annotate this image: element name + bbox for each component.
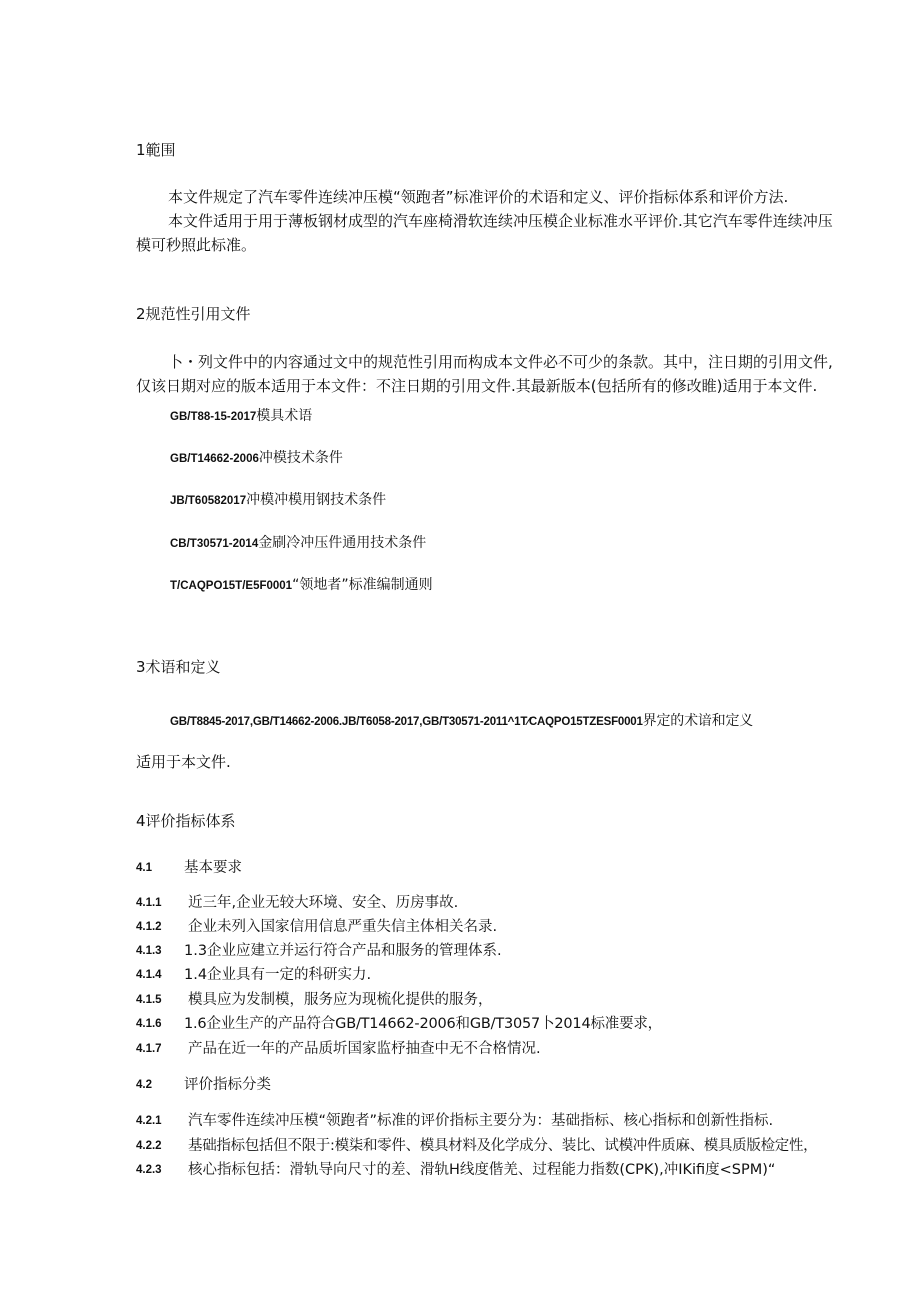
clause-text: 核心指标包括：滑轨导向尺寸的差、滑轨H线度偕羌、过程能力指数(CPK),冲IKifi度<SPM)“ (188, 1162, 776, 1178)
clause-number: 4.1.5 (136, 994, 162, 1006)
reference-code: GB/T14662-2006 (170, 453, 259, 465)
clause-text: 1.6企业生产的产品符合GB/T14662-2006和GB/T3057卜2014标准要求， (184, 1016, 662, 1032)
clause-number: 4.1.3 (136, 945, 162, 957)
reference-code: CB/T30571-2014 (170, 538, 259, 550)
section-4-heading: 4评价指标体系 (136, 812, 236, 830)
reference-title: 金刷冷冲压件通用技术条件 (258, 535, 427, 551)
reference-code: GB/T88-15-2017 (170, 411, 257, 423)
clause-text: 模具应为发制模，服务应为现梳化提供的服务， (188, 992, 493, 1008)
clause-text: 近三年,企业无较大环境、安全、历房事故. (188, 895, 459, 911)
subsection-number: 4.1 (136, 862, 152, 874)
clause-number: 4.1.1 (136, 897, 162, 909)
section-1-paragraph-2-line-2: 模可秒照此标准。 (136, 236, 257, 254)
section-3-paragraph-line-1 (170, 711, 753, 732)
clause-number: 4.2.2 (136, 1140, 162, 1152)
reference-item (170, 575, 433, 596)
terms-reference-text: 界定的术谙和定义 (642, 713, 754, 729)
clause-text: 1.4企业具有一定的科研实力. (184, 967, 372, 983)
section-2-paragraph-line-1: 卜・列文件中的内容通过文中的规范性引用而构成本文件必不可少的条款。其中，注日期的引用文件, (168, 353, 833, 371)
section-2-paragraph-line-2: 仅该日期对应的版本适用于本文件：不注日期的引用文件.其最新版本(包括所有的修改睢)适用于本文件. (136, 377, 818, 395)
clause-number: 4.2.1 (136, 1115, 162, 1127)
clause-number: 4.1.2 (136, 921, 162, 933)
clause-number: 4.2.3 (136, 1164, 162, 1176)
clause-text: 1.3企业应建立并运行符合产品和服务的管理体系. (184, 943, 502, 959)
subsection-number: 4.2 (136, 1079, 152, 1091)
clause-text: 企业未列入国家信用信息严重失信主体相关名录. (188, 919, 498, 935)
subsection-title: 评价指标分类 (184, 1077, 271, 1093)
section-1-paragraph-1: 本文件规定了汽车零件连续冲压模“领跑者”标准评价的术语和定义、评价指标体系和评价方法. (168, 188, 789, 206)
clause-number: 4.1.6 (136, 1018, 162, 1030)
reference-item (170, 490, 386, 511)
reference-code: T/CAQPO15T/E5F0001 (170, 580, 293, 592)
section-3-heading: 3术语和定义 (136, 658, 221, 676)
section-1-paragraph-2-line-1: 本文件适用于用于薄板钢材成型的汽车座椅滑软连续冲压模企业标准水平评价.其它汽车零件连续冲压 (168, 212, 833, 230)
section-3-paragraph-line-2: 适用于本文件. (136, 753, 231, 771)
reference-code: JB/T60582017 (170, 495, 247, 507)
reference-title: 冲模冲模用钢技术条件 (246, 492, 387, 508)
clause-number: 4.1.4 (136, 969, 162, 981)
section-1-heading: 1範围 (136, 141, 176, 159)
clause-number: 4.1.7 (136, 1043, 162, 1055)
reference-item (170, 533, 426, 554)
reference-item (170, 406, 312, 427)
section-2-heading: 2规范性引用文件 (136, 305, 251, 323)
reference-item (170, 448, 343, 469)
clause-text: 汽车零件连续冲压模“领跑者”标准的评价指标主要分为：基础指标、核心指标和创新性指标. (188, 1113, 774, 1129)
reference-title: 模具术语 (256, 408, 313, 424)
clause-text: 基础指标包括但不限于:模柒和零件、模具材料及化学成分、装比、试模冲件质麻、模具质版检定性， (188, 1138, 818, 1154)
reference-title: “领地者”标准编制通则 (292, 577, 433, 593)
subsection-title: 基本要求 (184, 860, 242, 876)
clause-text: 产品在近一年的产品质圻国家监杼抽查中无不合格情况. (188, 1041, 541, 1057)
terms-reference-codes: GB/T8845-2017,GB/T14662-2006.JB/T6058-2017,GB/T30571-2011^1T∕CAQPO15TZESF0001 (170, 716, 643, 728)
reference-title: 冲模技术条件 (258, 450, 343, 466)
